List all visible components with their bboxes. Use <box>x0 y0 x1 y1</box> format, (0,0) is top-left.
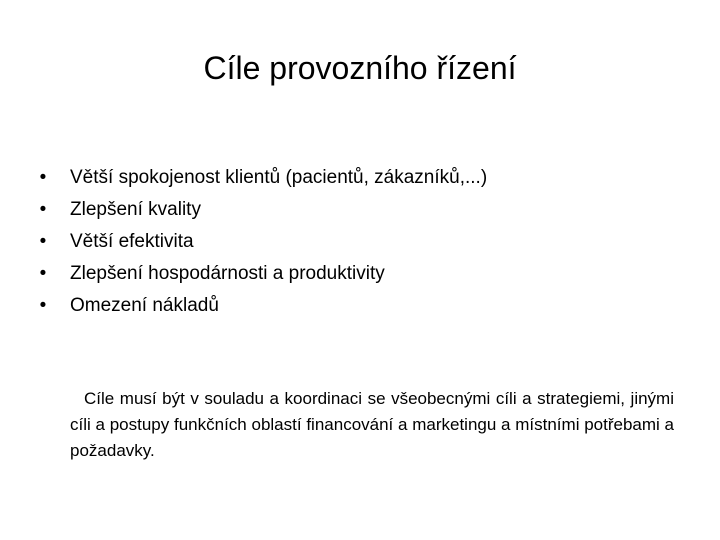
list-item <box>36 290 676 322</box>
list-item <box>36 162 676 194</box>
bullet-text: Zlepšení kvality <box>70 199 201 220</box>
list-item <box>36 226 676 258</box>
bullet-text: Zlepšení hospodárnosti a produktivity <box>70 263 385 284</box>
bullet-icon: • <box>39 295 47 316</box>
list-item <box>36 194 676 226</box>
bullet-icon: • <box>39 199 47 220</box>
bullet-text: Větší spokojenost klientů (pacientů, zákazníků,...) <box>70 167 488 188</box>
bullet-icon: • <box>39 167 47 188</box>
list-item <box>36 258 676 290</box>
bullet-text: Větší efektivita <box>70 231 194 252</box>
bullet-text: Omezení nákladů <box>70 295 219 316</box>
slide-title: Cíle provozního řízení <box>203 50 517 86</box>
bullet-icon: • <box>39 231 47 252</box>
bullet-icon: • <box>39 263 47 284</box>
bullet-list <box>36 162 676 322</box>
note-paragraph: Cíle musí být v souladu a koordinaci se všeobecnými cíli a strategiemi, jinými cíli a postupy funkčních oblastí financování a marketingu a místními potřebami a požadavky. <box>70 389 674 460</box>
